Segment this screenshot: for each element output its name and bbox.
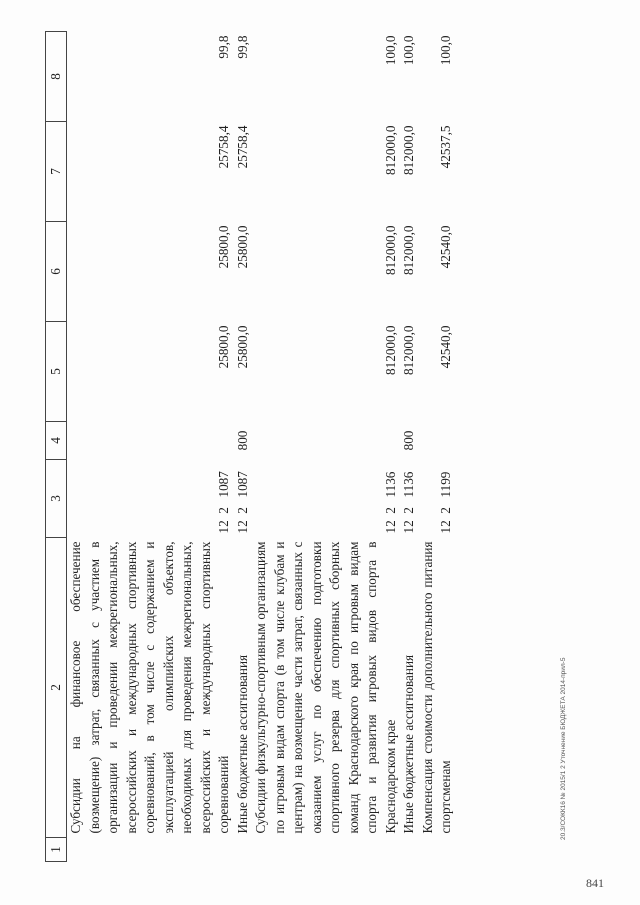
row-value-7: 25758,4 [216, 125, 231, 169]
row-value-6: 25800,0 [234, 225, 250, 269]
row-description: Субсидии физкультурно-спортивным организациям по игровым видам спорта (в том числе клубам и центрам) на возмещение части затрат, связанных с оказанием услуг по обеспечению подготовки спортивного резерва для спортивных сборных команд Краснодарского края по игровым видам спорта и развития игровых видов спорта в Краснодарском крае [253, 541, 398, 834]
row-description: Компенсация стоимости дополнительного питания спортсменам [419, 541, 453, 834]
row-value-7: 812000,0 [401, 125, 416, 175]
row-value-8: 99,8 [216, 35, 231, 59]
row-value-6: 812000,0 [401, 225, 416, 275]
page-number: 841 [586, 876, 604, 890]
row-value-7: 25758,4 [234, 125, 250, 169]
row-code-a: 12 [438, 520, 453, 534]
row-value-6: 812000,0 [382, 225, 398, 275]
row-description: Иные бюджетные ассигнования [401, 654, 416, 834]
row-code-b: 2 [382, 507, 398, 514]
row-code-a: 12 [382, 520, 398, 534]
row-code-b: 2 [216, 507, 231, 514]
row-code-d: 800 [234, 430, 250, 451]
row-value-8: 99,8 [234, 35, 250, 59]
table-row [419, 32, 456, 862]
header-col-6: 6 [46, 222, 67, 322]
row-code-c: 1087 [234, 471, 250, 498]
row-code-d [419, 422, 456, 460]
row-code-a: 12 [216, 520, 231, 534]
budget-table [45, 31, 456, 862]
table-row [234, 32, 253, 862]
table-row [67, 32, 234, 862]
row-value-5: 812000,0 [382, 325, 398, 375]
row-code-b: 2 [234, 507, 250, 514]
row-value-8: 100,0 [382, 35, 398, 66]
row-value-8: 100,0 [438, 35, 453, 66]
row-value-5: 25800,0 [234, 325, 250, 369]
row-code-d [252, 422, 400, 460]
table-row [252, 32, 400, 862]
row-code-a: 12 [234, 520, 250, 534]
footer-note: 20.3/СОКК16 № 2015/1 2 Уточнение БЮДЖЕТА 2014-прил-5 [560, 657, 567, 840]
row-code-b: 2 [401, 507, 416, 514]
row-value-6: 25800,0 [216, 225, 231, 269]
row-description: Иные бюджетные ассигнования [234, 654, 250, 834]
row-code-d: 800 [401, 430, 416, 451]
row-code-d [67, 422, 234, 460]
header-col-8: 8 [46, 32, 67, 122]
row-description: Субсидии на финансовое обеспечение (возмещение) затрат, связанных с участием в организации и проведении межрегиональных, всероссийских и международных спортивных соревнований, в том числе с содержанием и эксплуатацией олимпийских объектов, необходимых для проведения межрегиональных, всероссийских и международных спортивных соревнований [68, 541, 231, 834]
row-value-7: 42537,5 [438, 125, 453, 169]
row-code-b: 2 [438, 507, 453, 514]
row-value-5: 42540,0 [438, 325, 453, 369]
row-value-7: 812000,0 [382, 125, 398, 175]
header-col-4: 4 [46, 422, 67, 460]
header-col-5: 5 [46, 322, 67, 422]
row-code-a: 12 [401, 520, 416, 534]
header-col-1: 1 [46, 838, 67, 862]
rotated-table-container [45, 32, 585, 862]
header-col-2: 2 [46, 538, 67, 838]
table-header-row [46, 32, 67, 862]
header-col-3: 3 [46, 460, 67, 538]
row-value-8: 100,0 [401, 35, 416, 66]
row-code-c: 1136 [401, 471, 416, 498]
row-value-6: 42540,0 [438, 225, 453, 269]
row-code-c: 1199 [438, 471, 453, 498]
row-code-c: 1087 [216, 471, 231, 498]
row-value-5: 812000,0 [401, 325, 416, 375]
row-code-c: 1136 [382, 471, 398, 498]
header-col-7: 7 [46, 122, 67, 222]
table-row [400, 32, 419, 862]
row-value-5: 25800,0 [216, 325, 231, 369]
